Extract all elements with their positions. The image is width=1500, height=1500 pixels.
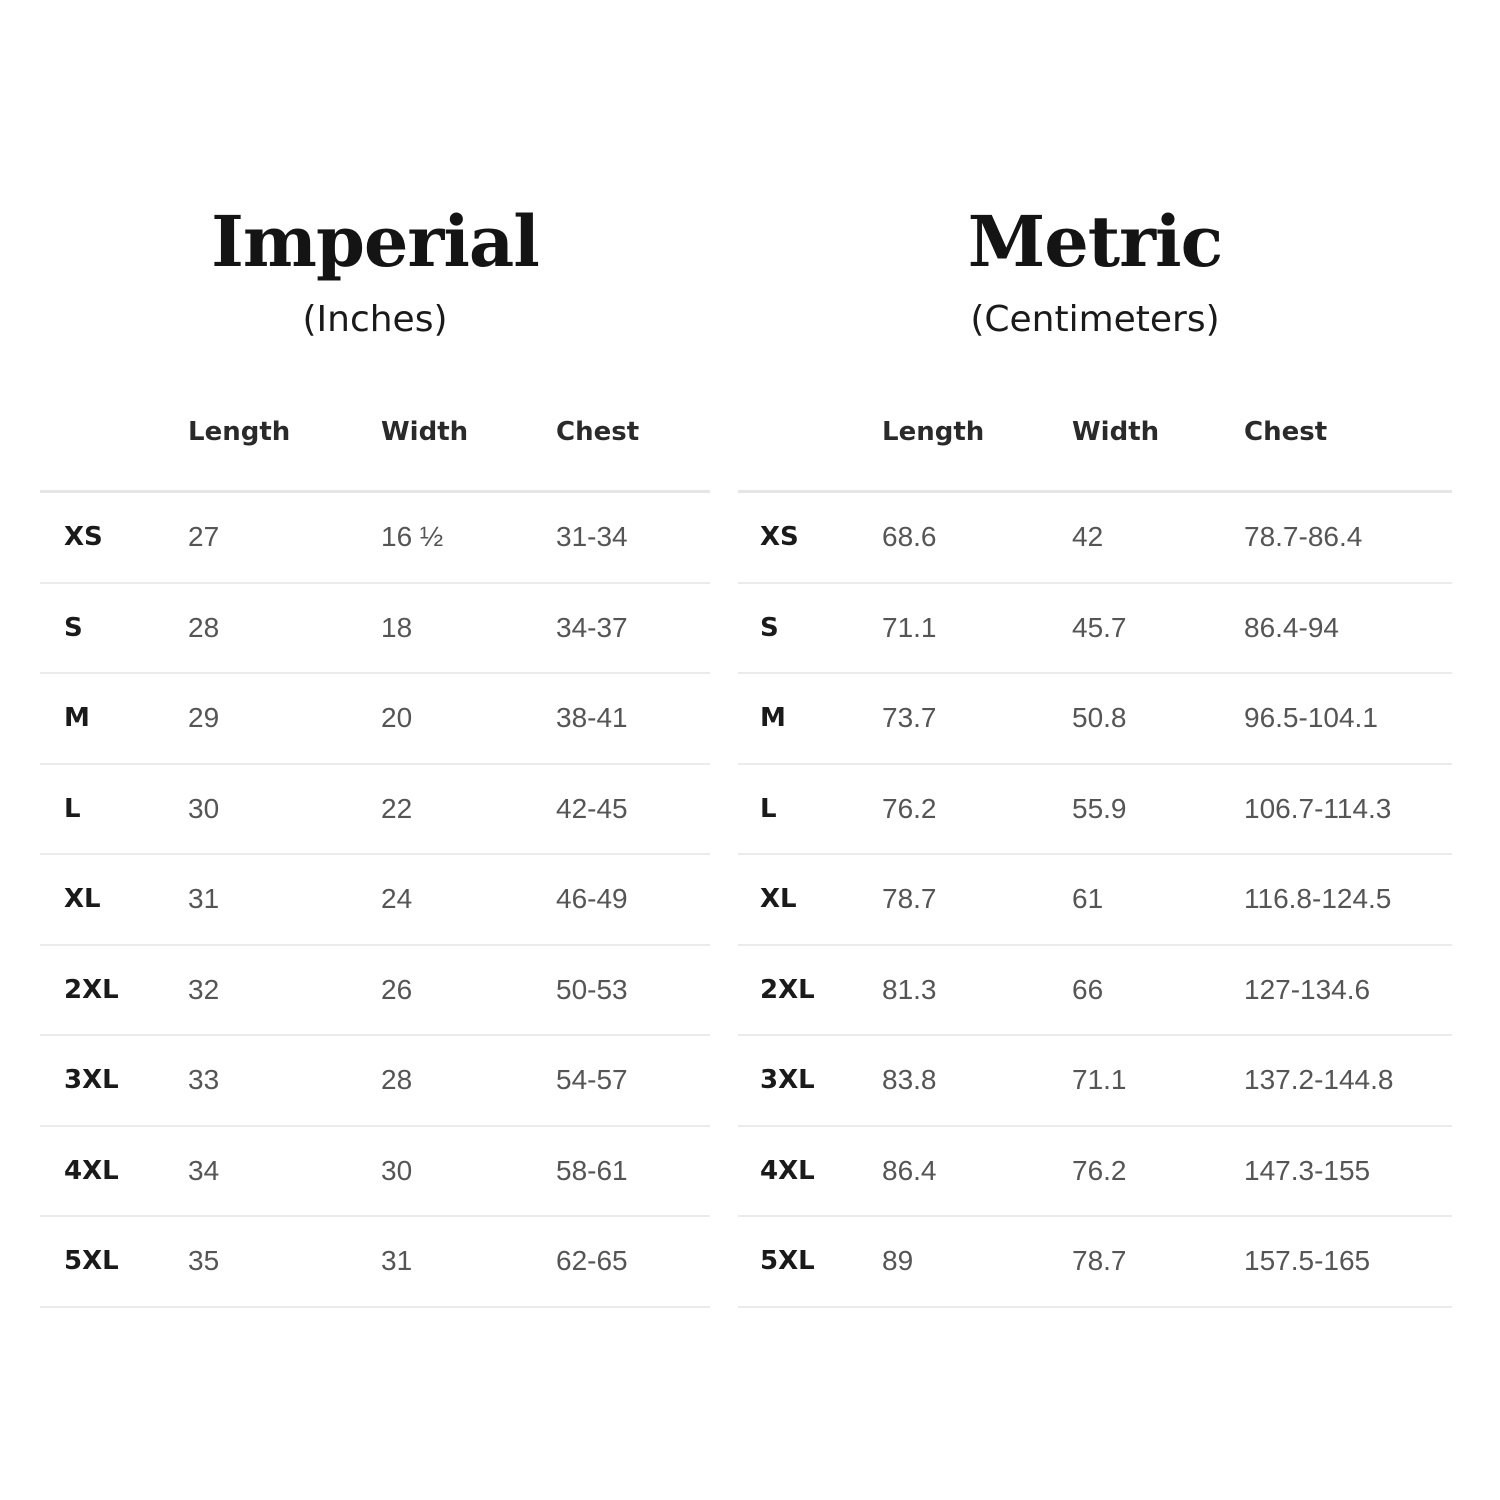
metric-cell-width: 61 <box>1072 883 1104 914</box>
table-row <box>738 1217 1452 1308</box>
imperial-cell-size: L <box>64 793 81 824</box>
metric-title: Metric <box>967 200 1223 283</box>
metric-cell-width: 45.7 <box>1072 611 1127 643</box>
imperial-cell-chest: 31-34 <box>556 521 628 552</box>
imperial-cell-length: 27 <box>188 521 220 552</box>
metric-cell-chest: 96.5-104.1 <box>1244 702 1378 733</box>
imperial-cell-width: 28 <box>381 1064 413 1095</box>
imperial-cell-width: 16 ½ <box>381 521 444 552</box>
metric-cell-chest: 86.4-94 <box>1244 611 1339 643</box>
metric-header-row <box>738 408 1452 493</box>
metric-cell-size: 4XL <box>760 1155 815 1186</box>
metric-cell-width: 50.8 <box>1072 702 1127 733</box>
table-row <box>738 855 1452 946</box>
table-row <box>40 493 710 584</box>
table-row <box>40 1217 710 1308</box>
metric-cell-length: 73.7 <box>882 702 937 733</box>
metric-cell-length: 68.6 <box>882 521 937 552</box>
imperial-cell-length: 31 <box>188 883 220 914</box>
imperial-cell-chest: 46-49 <box>556 883 628 914</box>
imperial-title: Imperial <box>211 200 539 283</box>
imperial-header-row <box>40 408 710 493</box>
metric-header-length: Length <box>882 417 985 447</box>
metric-cell-chest: 137.2-144.8 <box>1244 1064 1394 1095</box>
table-row <box>40 1036 710 1127</box>
metric-cell-size: XL <box>760 884 797 914</box>
metric-cell-length: 83.8 <box>882 1064 937 1095</box>
imperial-cell-size: 5XL <box>64 1246 119 1276</box>
metric-cell-length: 76.2 <box>882 792 937 824</box>
table-row <box>738 584 1452 675</box>
metric-cell-length: 78.7 <box>882 883 937 914</box>
metric-cell-size: M <box>760 703 786 733</box>
imperial-cell-length: 29 <box>188 702 220 733</box>
metric-cell-chest: 106.7-114.3 <box>1244 792 1392 824</box>
metric-cell-width: 76.2 <box>1072 1154 1127 1186</box>
table-row <box>40 765 710 856</box>
imperial-cell-length: 33 <box>188 1064 220 1095</box>
imperial-cell-size: 4XL <box>64 1155 119 1186</box>
metric-cell-size: XS <box>760 522 799 552</box>
table-row <box>738 674 1452 765</box>
imperial-cell-width: 26 <box>381 973 413 1005</box>
imperial-header-width: Width <box>381 417 469 447</box>
table-row <box>738 765 1452 856</box>
metric-cell-width: 78.7 <box>1072 1245 1127 1276</box>
imperial-cell-size: M <box>64 703 90 733</box>
imperial-cell-size: 3XL <box>64 1065 119 1095</box>
imperial-cell-width: 31 <box>381 1245 413 1276</box>
metric-cell-width: 55.9 <box>1072 792 1127 824</box>
imperial-cell-chest: 34-37 <box>556 611 628 643</box>
imperial-cell-size: 2XL <box>64 974 119 1005</box>
metric-cell-size: 2XL <box>760 974 815 1005</box>
metric-header-chest: Chest <box>1244 417 1328 447</box>
imperial-cell-length: 32 <box>188 973 220 1005</box>
imperial-cell-width: 30 <box>381 1154 413 1186</box>
metric-cell-size: L <box>760 793 777 824</box>
metric-cell-chest: 147.3-155 <box>1244 1154 1371 1186</box>
imperial-header-chest: Chest <box>556 417 640 447</box>
metric-cell-width: 42 <box>1072 521 1104 552</box>
table-row <box>40 1127 710 1218</box>
imperial-cell-length: 34 <box>188 1154 220 1186</box>
imperial-cell-size: XS <box>64 522 103 552</box>
metric-cell-length: 81.3 <box>882 973 937 1005</box>
imperial-cell-width: 22 <box>381 792 413 824</box>
table-row <box>40 674 710 765</box>
imperial-cell-width: 18 <box>381 611 413 643</box>
metric-cell-length: 89 <box>882 1245 914 1276</box>
metric-cell-size: 3XL <box>760 1065 815 1095</box>
imperial-header-length: Length <box>188 417 291 447</box>
metric-cell-chest: 78.7-86.4 <box>1244 521 1363 552</box>
table-row <box>738 1127 1452 1218</box>
table-row <box>40 946 710 1037</box>
table-row <box>738 946 1452 1037</box>
table-row <box>738 493 1452 584</box>
imperial-cell-chest: 54-57 <box>556 1064 628 1095</box>
metric-table-body <box>738 493 1452 1308</box>
metric-cell-chest: 157.5-165 <box>1244 1245 1371 1276</box>
imperial-cell-chest: 58-61 <box>556 1154 628 1186</box>
imperial-cell-size: XL <box>64 884 101 914</box>
table-row <box>40 855 710 946</box>
imperial-cell-length: 35 <box>188 1245 220 1276</box>
table-row <box>738 1036 1452 1127</box>
imperial-cell-size: S <box>64 612 83 643</box>
imperial-cell-width: 20 <box>381 702 413 733</box>
imperial-cell-chest: 38-41 <box>556 702 628 733</box>
metric-cell-size: 5XL <box>760 1246 815 1276</box>
imperial-cell-length: 30 <box>188 792 220 824</box>
imperial-table-body <box>40 493 710 1308</box>
imperial-cell-length: 28 <box>188 611 220 643</box>
metric-header-width: Width <box>1072 417 1160 447</box>
imperial-subtitle: (Inches) <box>302 299 448 340</box>
imperial-cell-width: 24 <box>381 883 413 914</box>
metric-cell-length: 86.4 <box>882 1154 937 1186</box>
metric-cell-size: S <box>760 612 779 643</box>
metric-cell-width: 66 <box>1072 973 1104 1005</box>
table-row <box>40 584 710 675</box>
imperial-cell-chest: 62-65 <box>556 1245 628 1276</box>
metric-cell-width: 71.1 <box>1072 1064 1127 1095</box>
metric-cell-chest: 127-134.6 <box>1244 973 1371 1005</box>
metric-cell-length: 71.1 <box>882 611 937 643</box>
imperial-cell-chest: 50-53 <box>556 973 628 1005</box>
imperial-cell-chest: 42-45 <box>556 792 628 824</box>
metric-subtitle: (Centimeters) <box>970 299 1220 340</box>
metric-cell-chest: 116.8-124.5 <box>1244 883 1392 914</box>
